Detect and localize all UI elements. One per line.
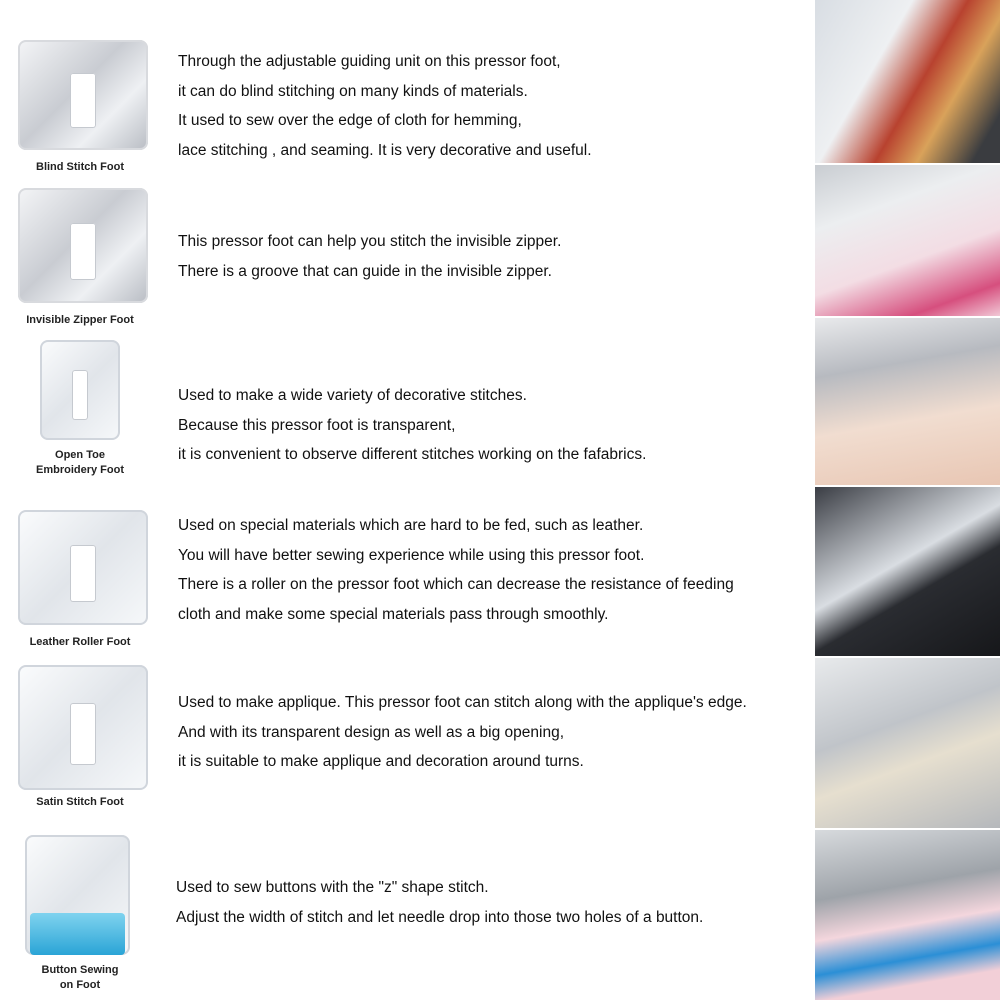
- blind-stitch-foot-image: [18, 40, 148, 150]
- invisible-zipper-photo: [815, 165, 1000, 316]
- leather-roller-photo: [815, 487, 1000, 656]
- foot-description: Used to make a wide variety of decorative stitches. Because this pressor foot is transparent, it is convenient to observe different stitches working on the fafabrics.: [178, 387, 647, 464]
- button-sewing-foot-image: [25, 835, 130, 955]
- foot-label: Button Sewing on Foot: [41, 964, 119, 991]
- open-toe-embroidery-photo: [815, 318, 1000, 485]
- foot-label: Blind Stitch Foot: [36, 161, 124, 173]
- invisible-zipper-foot-image: [18, 188, 148, 303]
- foot-label: Invisible Zipper Foot: [26, 314, 134, 326]
- satin-stitch-foot-image: [18, 665, 148, 790]
- foot-description: Used on special materials which are hard to be fed, such as leather. You will have better sewing experience while using this pressor foot. There is a roller on the pressor foot which can decrease the resistance of feeding cloth and make some special materials pass through smoothly.: [178, 517, 734, 623]
- foot-description: This pressor foot can help you stitch the invisible zipper. There is a groove that can guide in the invisible zipper.: [178, 233, 562, 280]
- foot-description: Used to make applique. This pressor foot can stitch along with the applique's edge. And with its transparent design as well as a big opening, it is suitable to make applique and decoration around turns.: [178, 694, 747, 771]
- open-toe-embroidery-foot-image: [40, 340, 120, 440]
- foot-label: Satin Stitch Foot: [36, 796, 124, 808]
- foot-label: Leather Roller Foot: [29, 636, 131, 648]
- blind-stitch-photo: [815, 0, 1000, 163]
- button-sewing-photo: [815, 830, 1000, 1000]
- foot-description: Used to sew buttons with the "z" shape stitch. Adjust the width of stitch and let needle drop into those two holes of a button.: [176, 879, 704, 926]
- leather-roller-foot-image: [18, 510, 148, 625]
- foot-label: Open Toe Embroidery Foot: [35, 449, 124, 476]
- foot-description: Through the adjustable guiding unit on this pressor foot, it can do blind stitching on many kinds of materials. It used to sew over the edge of cloth for hemming, lace stitching , and seaming. It is very decorative and useful.: [178, 53, 592, 159]
- satin-stitch-photo: [815, 658, 1000, 828]
